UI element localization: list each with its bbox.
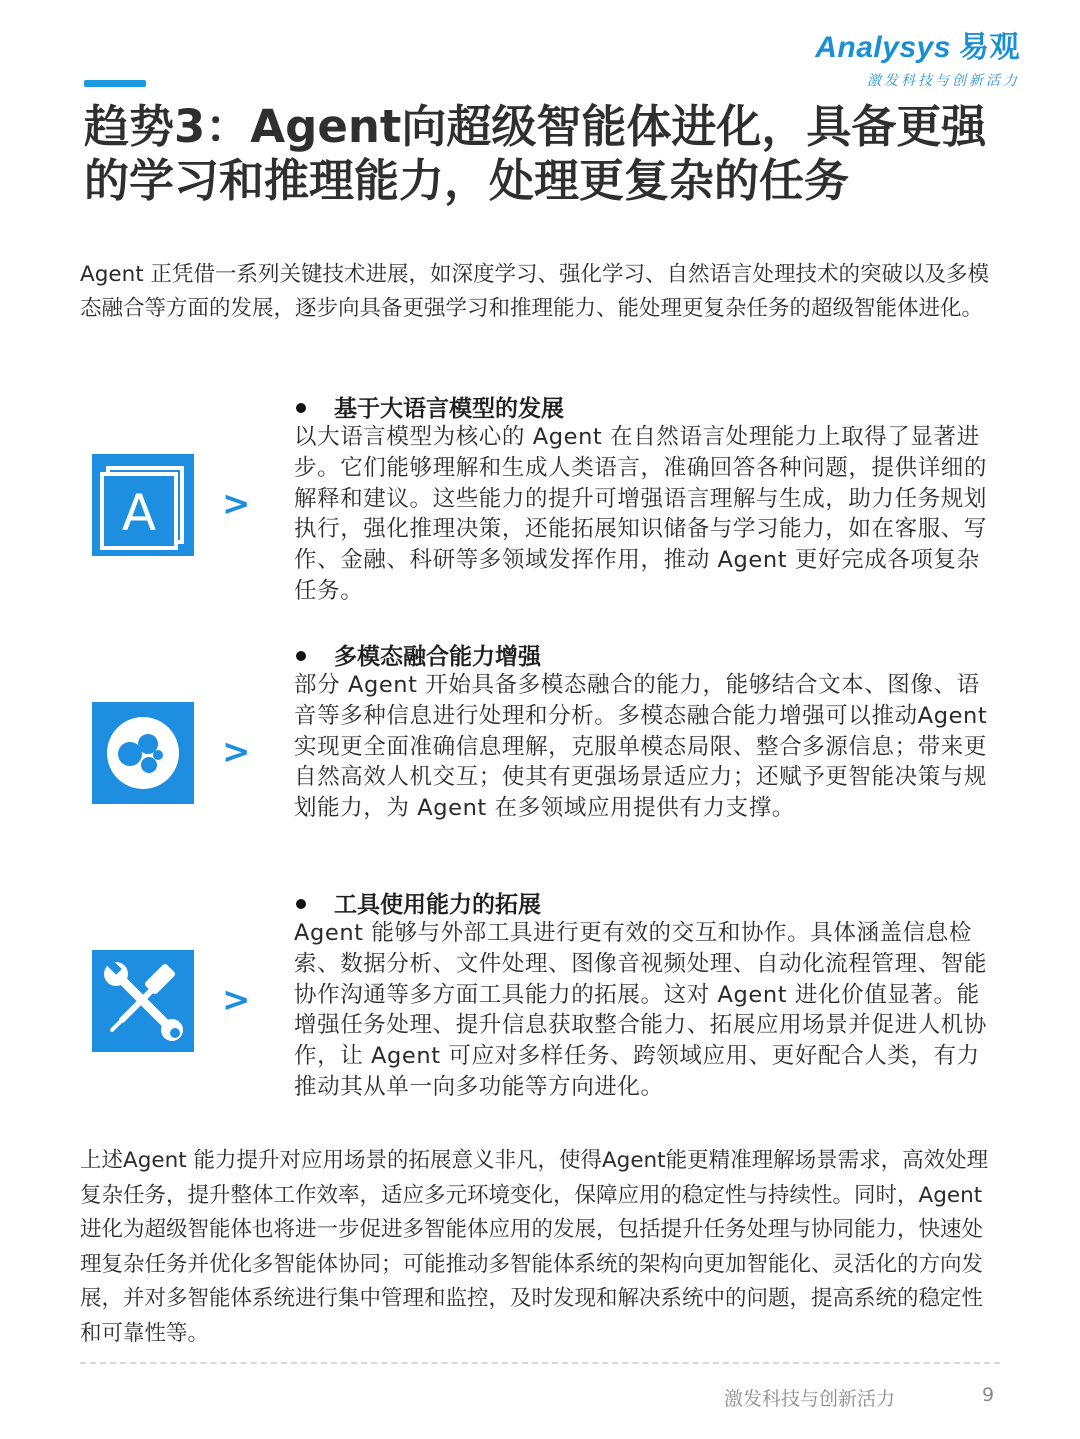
page-number: 9 [982,1384,995,1406]
multimodal-circles-icon [92,702,194,804]
intro-paragraph: Agent 正凭借一系列关键技术进展，如深度学习、强化学习、自然语言处理技术的突破以及多模态融合等方面的发展，逐步向具备更强学习和推理能力、能处理更复杂任务的超级智能体进化。 [80,262,989,321]
letter-a-icon [92,454,194,556]
section-heading: 工具使用能力的拓展 [296,890,541,920]
bullet-dot [296,403,306,413]
bullet-dot [296,899,306,909]
section-heading: 基于大语言模型的发展 [296,394,564,424]
section-body: 以大语言模型为核心的 Agent 在自然语言处理能力上取得了显著进步。它们能够理解和生成人类语言，准确回答各种问题，提供详细的解释和建议。这些能力的提升可增强语言理解与生成，助力任务规划执行，强化推理决策，还能拓展知识储备与学习能力，如在客服、写作、金融、科研等多领域发挥作用，推动 Agent 更好完成各项复杂任务。 [294,424,988,604]
svg-text:A: A [121,484,157,542]
footer-tagline: 激发科技与创新活力 [724,1388,896,1410]
page-title: 趋势3：Agent向超级智能体进化，具备更强的学习和推理能力，处理更复杂的任务 [84,100,987,207]
section-body: 部分 Agent 开始具备多模态融合的能力，能够结合文本、图像、语音等多种信息进行处理和分析。多模态融合能力增强可以推动Agent实现更全面准确信息理解，克服单模态局限、整合多源信息；带来更自然高效人机交互；使其有更强场景适应力；还赋予更智能决策与规划能力，为 Agent 在多领域应用提供有力支撑。 [294,672,988,822]
bullet-dot [296,651,306,661]
logo-brand-en: Analysys [815,31,951,64]
section-arrow: > [222,980,251,1020]
section-arrow: > [222,484,251,524]
tools-icon [92,950,194,1052]
footer-divider [80,1362,1000,1364]
section-body: Agent 能够与外部工具进行更有效的交互和协作。具体涵盖信息检索、数据分析、文件处理、图像音视频处理、自动化流程管理、智能协作沟通等多方面工具能力的拓展。这对 Agent 进化价值显著。能增强任务处理、提升信息获取整合能力、拓展应用场景并促进人机协作，让 Agent 可应对多样任务、跨领域应用、更好配合人类，有力推动其从单一向多功能等方向进化。 [294,920,988,1100]
brand-logo [815,22,1020,90]
logo-tagline: 激发科技与创新活力 [867,73,1020,89]
title-accent-bar [84,80,146,87]
logo-brand-cn: 易观 [959,30,1020,65]
section-heading: 多模态融合能力增强 [296,642,541,672]
section-arrow: > [222,732,251,772]
conclusion-paragraph: 上述Agent 能力提升对应用场景的拓展意义非凡，使得Agent能更精准理解场景需求，高效处理复杂任务，提升整体工作效率，适应多元环境变化，保障应用的稳定性与持续性。同时，Agent 进化为超级智能体也将进一步促进多智能体应用的发展，包括提升任务处理与协同能力，快速处理复杂任务并优化多智能体协同；可能推动多智能体系统的架构向更加智能化、灵活化的方向发展，并对多智能体系统进行集中管理和监控，及时发现和解决系统中的问题，提高系统的稳定性和可靠性等。 [80,1148,989,1346]
